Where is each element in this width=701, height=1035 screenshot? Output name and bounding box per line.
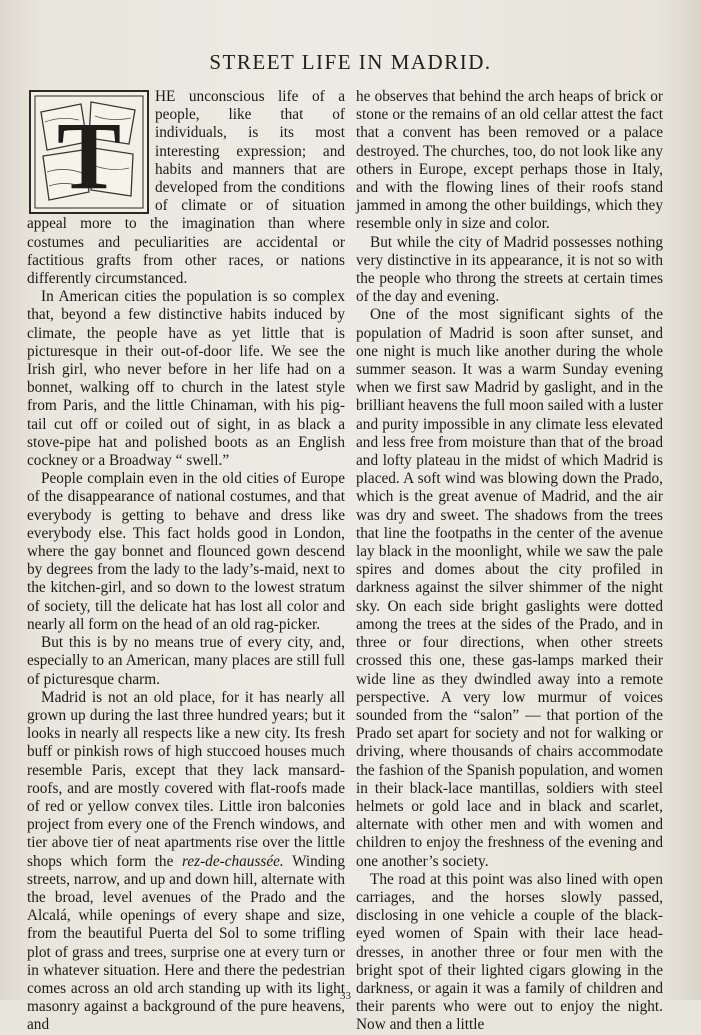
paragraph-4: But this is by no means true of every city, and, especially to an American, many places are still full of picturesque charm. — [27, 634, 345, 688]
initial-ornament-icon — [31, 92, 147, 212]
paragraph-9: The road at this point was also lined with open carriages, and the horses slowly passed, disclosing in one vehicle a couple of the black-eyed women of Spain with their lace head-dresses, in another three or four men with the bright spot of their lighted cigars glowing in the darkness, or again it was a family of children and their parents who were out to enjoy the night. Now and then a little — [356, 870, 663, 1034]
left-column — [27, 88, 345, 1035]
paragraph-3: People complain even in the old cities of Europe of the disappearance of national costumes, and that everybody is getting to behave and dress like everybody else. This fact holds good in London, where the gay bonnet and flounced gown descend by degrees from the lady to the lady’s-maid, next to the kitchen-girl, and so down to the lowest stratum of society, till the delicate hat has lost all color and nearly all form on the head of an old rag-picker. — [27, 470, 345, 633]
paragraph-8: One of the most significant sights of the population of Madrid is soon after sunset, and one night is much like another during the whole summer season. It was a warm Sunday evening when we first saw Madrid by gaslight, and in the brilliant heavens the full moon sailed with a luster and purity impossible in any climate less elevated and less free from moisture than that of the broad and lofty plateau in the midst of which Madrid is placed. A soft wind was blowing down the Prado, which is the great avenue of Madrid, and the air was dry and sweet. The shadows from the trees that line the footpaths in the center of the avenue lay black in the moonlight, while we saw the pale spires and domes about the city profiled in darkness against the silver shimmer of the night sky. On each side bright gaslights were dotted among the trees at the sides of the Prado, and in three or four directions, when other streets crossed this one, these gas-lamps marked their wide line as they dwindled away into a remote perspective. A very low murmur of voices sounded from the “salon” — that portion of the Prado set apart for society and not for walking or driving, where thousands of chairs accommodate the fashion of the Spanish population, and women in their black-lace mantillas, soldiers with steel helmets or gold lace and in black and scarlet, alternate with other men and with women and children to enjoy the freshness of the evening and one another’s society. — [356, 306, 663, 870]
page-title: STREET LIFE IN MADRID. — [209, 50, 492, 74]
decorative-initial — [29, 90, 149, 214]
paragraph-5-part-a: Madrid is not an old place, for it has nearly all grown up during the last three hundred years; but it looks in nearly all respects like a new city. Its fresh buff or pinkish rows of high stuccoed houses much resemble Paris, except that they lack mansard-roofs, and are mostly covered with flat-roofs made of red or yellow convex tiles. Little iron balconies project from every one of the French windows, and tier above tier of neat apartments rise over the little shops which form the — [27, 688, 345, 870]
paragraph-5-italic: rez-de-chaussée. — [181, 852, 284, 870]
paragraph-5-part-b: Winding streets, narrow, and up and down hill, alternate with the broad, level avenues of the Prado and the Alcalá, while openings of every shape and size, from the beautiful Puerta del Sol to some trifling plot of grass and trees, surprise one at every turn or in whatever situation. Here and there the pedestrian comes across an old arch standing up with its light masonry against a background of the pure heavens, and — [27, 852, 345, 1034]
paragraph-1-text: HE unconscious life of a people, like that of individuals, is its most interesting expression; and habits and manners that are developed from the conditions of climate or of situation appeal more to the imagination than where costumes and peculiarities are accidental or factitious grafts from other races, or nations differently circumstanced. — [27, 88, 345, 288]
paragraph-6: he observes that behind the arch heaps of brick or stone or the remains of an old cellar attest the fact that a convent has been removed or a palace destroyed. The churches, too, do not look like any others in Europe, except perhaps those in Italy, and with the flowing lines of their roofs stand jammed in among the other buildings, which they resemble only in size and color. — [356, 88, 663, 233]
paragraph-7: But while the city of Madrid possesses nothing very distinctive in its appearance, it is not so with the people who throng the streets at certain times of the day and evening. — [356, 233, 663, 306]
paragraph-2: In American cities the population is so complex that, beyond a few distinctive habits induced by climate, the people have as yet little that is picturesque in their out-of-door life. We see the Irish girl, who never before in her life had on a bonnet, walking off to church in the latest style from Paris, and the little Chinaman, with his pig-tail cut off or coiled out of sight, in as black a stove-pipe hat and polished boots as an English cockney or a Broadway “ swell.” — [27, 288, 345, 470]
paragraph-1 — [27, 88, 345, 288]
right-column — [356, 88, 663, 1035]
paragraph-5 — [27, 689, 345, 1035]
initial-letter: T — [56, 102, 122, 209]
page-number: 33 — [340, 990, 351, 1002]
